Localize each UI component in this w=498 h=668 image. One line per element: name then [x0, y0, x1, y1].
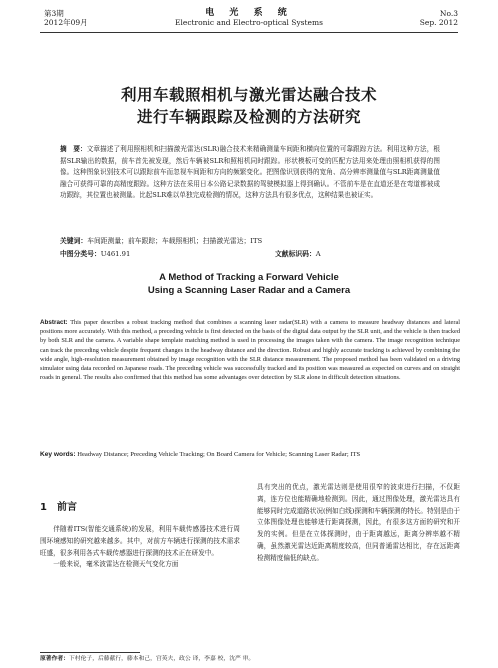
body-column-right — [257, 482, 460, 565]
paper-title-en — [0, 272, 498, 297]
title-en-line2: Using a Scanning Laser Radar and a Camera — [147, 284, 351, 296]
title-en-line1: A Method of Tracking a Forward Vehicle — [159, 272, 339, 283]
classification-line — [60, 249, 440, 260]
doc-value: A — [315, 250, 321, 258]
abstract-en-label: Abstract: — [40, 319, 68, 326]
header-issue-date-en — [420, 9, 458, 27]
paper-title-zh — [0, 84, 498, 128]
keywords-en — [40, 450, 460, 460]
journal-name-en: Electronic and Electro-optical Systems — [175, 18, 323, 27]
keywords-zh-label: 关键词： — [60, 237, 88, 245]
keywords-zh-text: 车间距测量；前车跟踪；车载照相机；扫描激光雷达；ITS — [87, 237, 263, 245]
journal-name-zh: 电 光 系 统 — [205, 8, 293, 18]
keywords-zh — [60, 236, 440, 247]
body-paragraph: 伴随着ITS(智能交通系统)的发展，利用车载传感器技术进行周围环境感知的研究越来越多。其中，对前方车辆进行探测的技术需求旺盛，很多利用各式车载传感器进行探测的技术正在研发中。 — [40, 525, 240, 557]
header-divider — [40, 32, 458, 33]
date-en: Sep. 2012 — [419, 18, 458, 27]
footnote-divider — [40, 652, 140, 653]
footnote-text: 下村伦子，后藤献行，藤本和己，宫英夫，政公 译，李嘉 校，沈严 审。 — [69, 656, 255, 662]
doc-label: 文献标识码： — [275, 250, 316, 258]
body-column-left — [40, 524, 240, 571]
abstract-en — [40, 318, 460, 382]
clc-value: U461.91 — [100, 250, 131, 258]
abstract-zh-label: 摘 要： — [60, 145, 87, 153]
abstract-zh-text: 文章描述了利用照相机和扫描激光雷达(SLR)融合技术来精确测量车间距和横向位置的可靠跟踪方法。利用这种方法，根据SLR输出的数据，前车首先被发现，然后车辆被SLR和照相机同时跟踪。形状模板可变的匹配方法用来处理由照相机获得的图像。这种图象识别技术可以跟踪前车而忽视车间距和方向的频繁变化。把图像识别获得的宽角、高分辨率测量值与SLR距离测量值融合可获得可靠的高精度跟踪。这种方法在采用日本公路记录数据的驾驶模拟器上得到确认。不管前车是在直道还是在弯道都被成功跟踪，其位置也被测量。比起SLR难以单独完成检测的情况，这种方法具有很多优点，这种结果也被证实。 — [60, 145, 440, 200]
abstract-en-text: This paper describes a robust tracking method that combines a scanning laser radar(SLR) with a camera to measure headway distances and lateral positions more accurately. With this method, a preceding vehicle is first detected on the basis of the digital data output by the SLR unit, and the vehicle is then tracked by both SLR and the camera. A variable shape template matching method is used in processing the images taken with the camera. The image recognition technique can track the preceding vehicle despite frequent changes in the headway distance and the direction. Robust and highly accurate tracking is achieved by combining the wide angle, high-resolution measurement obtained by image recognition with the SLR distance measurement. The proposed method has been validated on a driving simulator using data recorded on Japanese roads. The preceding vehicle was successfully tracked and its position was measured as expected on curves and on straight roads in general. The results also confirmed that this method has some advantages over detection by SLR alone in difficult detection situations. — [40, 319, 460, 382]
section-heading: 1 前言 — [40, 502, 77, 513]
title-zh-line1: 利用车载照相机与激光雷达融合技术 — [120, 86, 377, 104]
footnote-label: 原著作者： — [40, 656, 69, 662]
date-zh: 2012年09月 — [44, 18, 88, 27]
footnote — [40, 655, 460, 663]
issue-zh: 第3期 — [44, 9, 64, 18]
body-paragraph: 具有突出的优点，激光雷达则是使用很窄的波束进行扫描，不仅距离，连方位也能精确地检测到。因此，通过图像处理，激光雷达具有能够同时完成道路状况(例如白线)探测和车辆探测的特长。特别是由于立体图像处理也能够进行距离探测，因此，有很多这方面的研究和开发的实例。但是在立体探测时，由于距离越远，距离分辨率越不精确，虽然激光雷达近距离精度较高，但同普通雷达相比，存在远距离检测精度偏低的缺点。 — [257, 483, 460, 562]
keywords-en-label: Key words: — [40, 451, 76, 458]
body-paragraph: 一般来说，毫米波雷达在检测天气变化方面 — [53, 560, 179, 569]
abstract-zh — [60, 144, 440, 202]
clc-code — [60, 250, 130, 258]
title-zh-line2: 进行车辆跟踪及检测的方法研究 — [136, 108, 361, 126]
issue-en: No.3 — [439, 9, 458, 18]
keywords-en-text: Headway Distance; Preceding Vehicle Tracking; On Board Camera for Vehicle; Scanning Laser Radar; ITS — [77, 451, 361, 458]
clc-label: 中图分类号： — [60, 250, 101, 258]
document-code — [275, 249, 321, 260]
